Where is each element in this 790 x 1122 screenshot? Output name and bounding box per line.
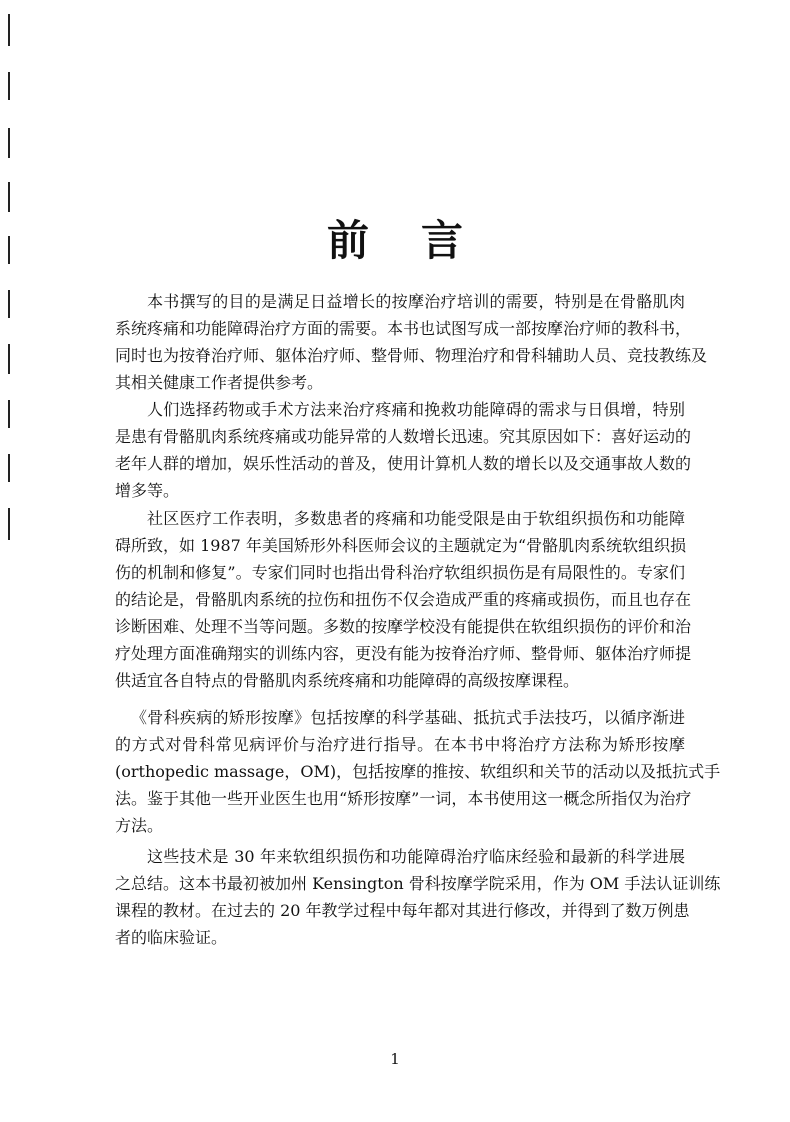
text-line: 的结论是，骨骼肌肉系统的拉伤和扭伤不仅会造成严重的疼痛或损伤，而且也存在 [115,590,692,609]
paragraph-1 [115,288,708,396]
text-line: 供适宜各自特点的骨骼肌肉系统疼痛和功能障碍的高级按摩课程。 [115,671,580,690]
scan-mark [8,14,10,46]
text-line: 社区医疗工作表明，多数患者的疼痛和功能受限是由于软组织损伤和功能障 [147,509,685,528]
text-line: 其相关健康工作者提供参考。 [115,373,324,392]
text-line: 本书撰写的目的是满足日益增长的按摩治疗培训的需要，特别是在骨骼肌肉 [147,292,685,311]
text-line: 诊断困难、处理不当等问题。多数的按摩学校没有能提供在软组织损伤的评价和治 [115,617,692,636]
text-line: 疗处理方面准确翔实的训练内容，更没有能为按脊治疗师、整骨师、躯体治疗师提 [115,644,692,663]
scan-mark [8,508,10,540]
scan-mark [8,400,10,428]
text-line: 碍所致，如 1987 年美国矫形外科医师会议的主题就定为“骨骼肌肉系统软组织损 [115,536,687,555]
text-line: (orthopedic massage，OM)，包括按摩的推按、软组织和关节的活动以及抵抗式手 [115,762,721,781]
scan-mark [8,72,10,100]
paragraph-3 [115,505,692,694]
text-line: 人们选择药物或手术方法来治疗疼痛和挽救功能障碍的需求与日俱增，特别 [147,400,685,419]
text-line: 法。鉴于其他一些开业医生也用“矫形按摩”一词，本书使用这一概念所指仅为治疗 [115,789,692,808]
page-number: 1 [390,1050,400,1068]
scan-mark [8,290,10,318]
text-line: 者的临床验证。 [115,928,228,947]
title-char: 前 [326,216,421,265]
text-line: 《骨科疾病的矫形按摩》包括按摩的科学基础、抵抗式手法技巧，以循序渐进 [131,708,685,727]
scan-mark [8,454,10,482]
text-line: 伤的机制和修复”。专家们同时也指出骨科治疗软组织损伤是有局限性的。专家们 [115,563,685,582]
paragraph-4 [115,704,721,839]
text-line: 之总结。这本书最初被加州 Kensington 骨科按摩学院采用，作为 OM 手法认证训练 [115,874,721,893]
scan-mark [8,128,10,158]
text-line: 增多等。 [115,481,180,500]
text-line: 课程的教材。在过去的 20 年教学过程中每年都对其进行修改，并得到了数万例患 [115,901,690,920]
text-line: 同时也为按脊治疗师、躯体治疗师、整骨师、物理治疗和骨科辅助人员、竞技教练及 [115,346,708,365]
title-char: 言 [421,216,516,265]
text-line: 方法。 [115,816,164,835]
text-line: 老年人群的增加，娱乐性活动的普及，使用计算机人数的增长以及交通事故人数的 [115,454,692,473]
paragraph-5 [115,843,721,951]
scan-mark [8,344,10,374]
text-line: 这些技术是 30 年来软组织损伤和功能障碍治疗临床经验和最新的科学进展 [147,847,685,866]
page-title [0,208,790,268]
text-line: 系统疼痛和功能障碍治疗方面的需要。本书也试图写成一部按摩治疗师的教科书， [115,319,692,338]
text-line: 是患有骨骼肌肉系统疼痛或功能异常的人数增长迅速。究其原因如下：喜好运动的 [115,427,692,446]
paragraph-2 [115,396,692,504]
text-line: 的方式对骨科常见病评价与治疗进行指导。在本书中将治疗方法称为矫形按摩 [115,735,685,754]
